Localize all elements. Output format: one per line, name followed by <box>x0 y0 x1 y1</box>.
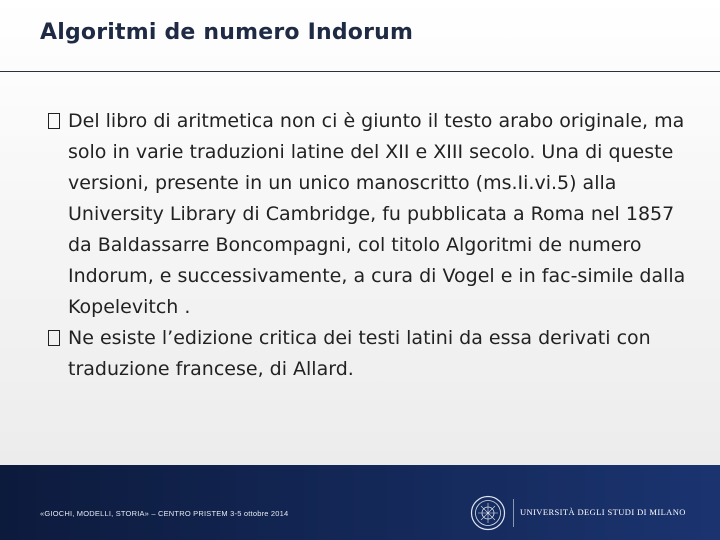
paragraph-1-text: Del libro di aritmetica non ci è giunto il testo arabo originale, ma solo in varie traduzioni latine del XII e XIII secolo. Una di queste versioni, presente in un unico manoscritto (ms.Ii.vi.5) alla University Library di Cambridge, fu pubblicata a Roma nel 1857 da Baldassarre Boncompagni, col titolo Algoritmi de numero Indorum, e successivamente, a cura di Vogel e in fac-simile dalla Kopelevitch . <box>68 110 686 318</box>
slide-title: Algoritmi de numero Indorum <box>40 20 414 45</box>
bullet-box-icon <box>48 113 60 129</box>
footer-conference-text: «GIOCHI, MODELLI, STORIA» – CENTRO PRISTEM 3-5 ottobre 2014 <box>40 509 289 518</box>
footer-divider <box>513 499 514 527</box>
bullet-paragraph-1 <box>48 106 688 323</box>
title-divider <box>0 71 720 72</box>
slide-body <box>48 106 688 385</box>
bullet-paragraph-2 <box>48 323 688 385</box>
university-seal-icon <box>470 495 506 531</box>
university-name: UNIVERSITÀ DEGLI STUDI DI MILANO <box>520 507 686 517</box>
footer-bar <box>0 465 720 540</box>
bullet-box-icon <box>48 330 60 346</box>
paragraph-2-text: Ne esiste l’edizione critica dei testi latini da essa derivati con traduzione francese, di Allard. <box>68 327 651 380</box>
